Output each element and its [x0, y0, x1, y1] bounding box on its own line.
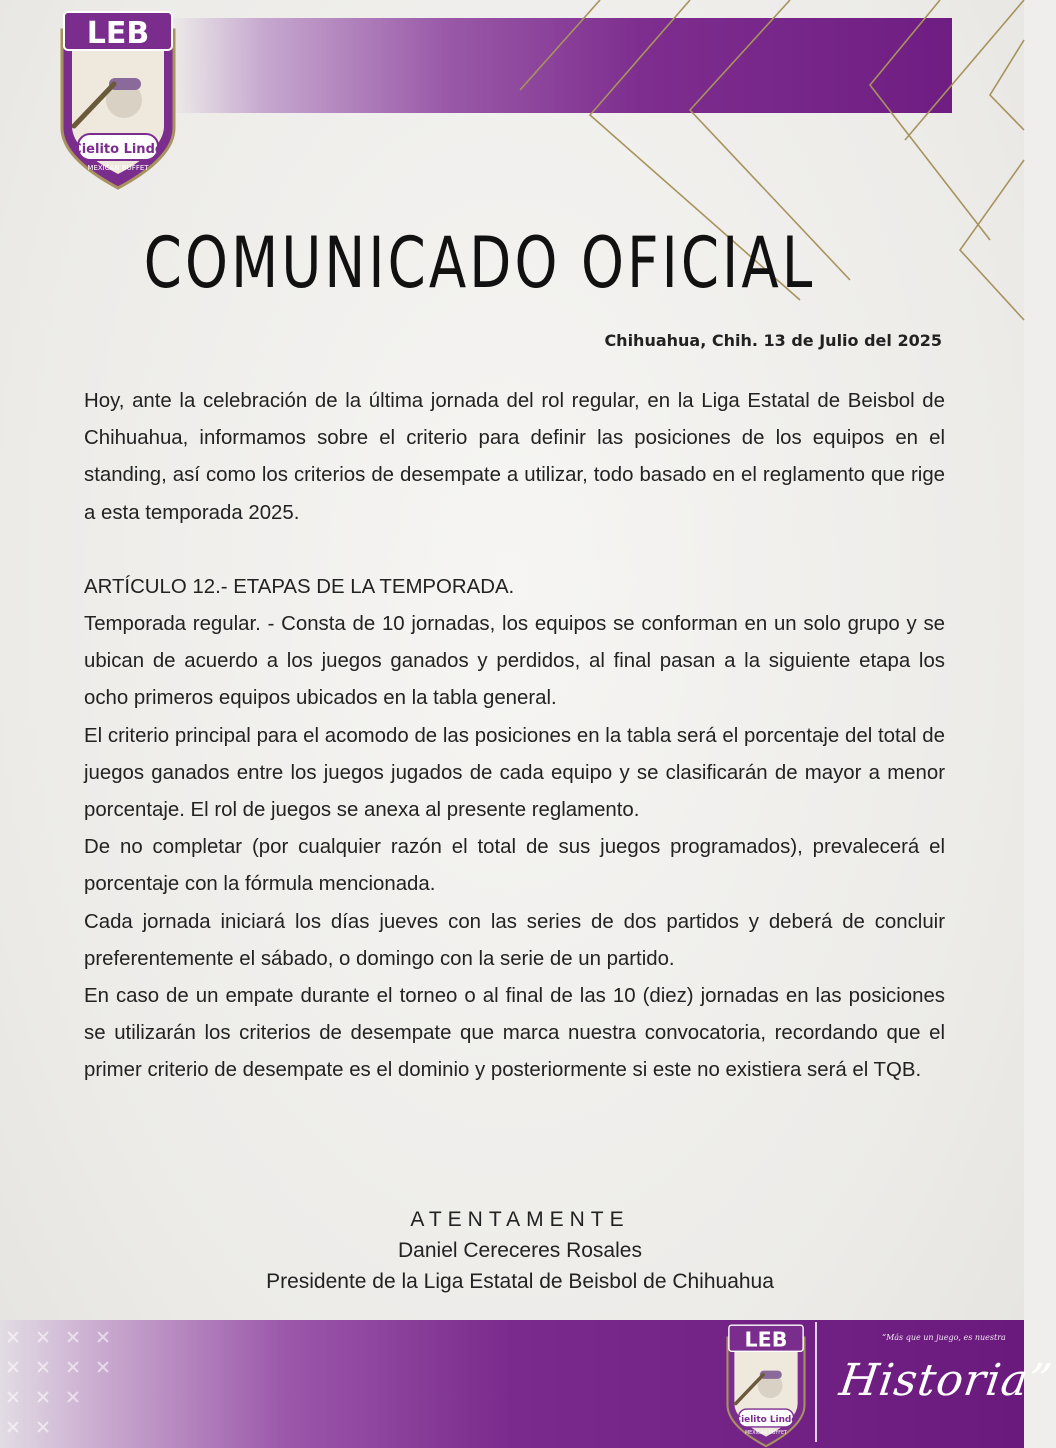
leb-logo	[54, 8, 182, 190]
document-body	[84, 383, 945, 1090]
signer-role: Presidente de la Liga Estatal de Beisbol de Chihuahua	[266, 1270, 774, 1293]
page-title: COMUNICADO OFICIAL	[143, 222, 816, 304]
footer-logo-subtitle: MEXICAN BUFFET	[745, 1430, 787, 1436]
logo-text: LEB	[86, 16, 150, 51]
paragraph-schedule: Cada jornada iniciará los días jueves con las series de dos partidos y deberá de concluir preferentemente el sábado, o domingo con la serie de un partido.	[84, 910, 945, 970]
paragraph-regular-season: Temporada regular. - Consta de 10 jornadas, los equipos se conforman en un solo grupo y se ubican de acuerdo a los juegos ganados y perdidos, al final pasan a la siguiente etapa los ocho primeros equipos ubicados en la tabla general.	[84, 613, 945, 710]
logo-sponsor: Cielito Lindo	[72, 142, 164, 157]
paragraph-tiebreak: En caso de un empate durante el torneo o al final de las 10 (diez) jornadas en las posiciones se utilizarán los criterios de desempate que marca nuestra convocatoria, recordando que el primer criterio de desempate es el dominio y posteriormente si este no existiera será el TQB.	[84, 985, 945, 1082]
article-heading: ARTÍCULO 12.- ETAPAS DE LA TEMPORADA.	[84, 575, 515, 598]
paragraph-incomplete-games: De no completar (por cualquier razón el total de sus juegos programados), prevalecerá el porcentaje con la fórmula mencionada.	[84, 836, 945, 896]
footer-historia: Historia”	[836, 1355, 1056, 1406]
footer-logo-sponsor: Cielito Lindo	[734, 1415, 798, 1426]
footer-x-pattern	[0, 1320, 200, 1448]
leb-logo-footer	[722, 1322, 810, 1448]
footer-slogan: “Más que un juego, es nuestra	[882, 1333, 1006, 1342]
signature-block	[0, 1204, 1040, 1297]
dateline: Chihuahua, Chih. 13 de Julio del 2025	[604, 331, 942, 350]
footer-logo-text: LEB	[744, 1327, 788, 1352]
footer-divider	[815, 1322, 817, 1442]
signer-name: Daniel Cereceres Rosales	[398, 1239, 642, 1262]
closing: ATENTAMENTE	[410, 1208, 630, 1231]
paragraph-main-criterion: El criterio principal para el acomodo de las posiciones en la tabla será el porcentaje del total de juegos ganados entre los juegos jugados de cada equipo y se clasificarán de mayor a menor porcentaje. El rol de juegos se anexa al presente reglamento.	[84, 724, 945, 822]
intro-paragraph: Hoy, ante la celebración de la última jornada del rol regular, en la Liga Estatal de Beisbol de Chihuahua, informamos sobre el criterio para definir las posiciones de los equipos en el standing, así como los criterios de desempate a utilizar, todo basado en el reglamento que rige a esta temporada 2025.	[84, 390, 945, 524]
logo-subtitle: MEXICAN BUFFET	[87, 164, 149, 172]
